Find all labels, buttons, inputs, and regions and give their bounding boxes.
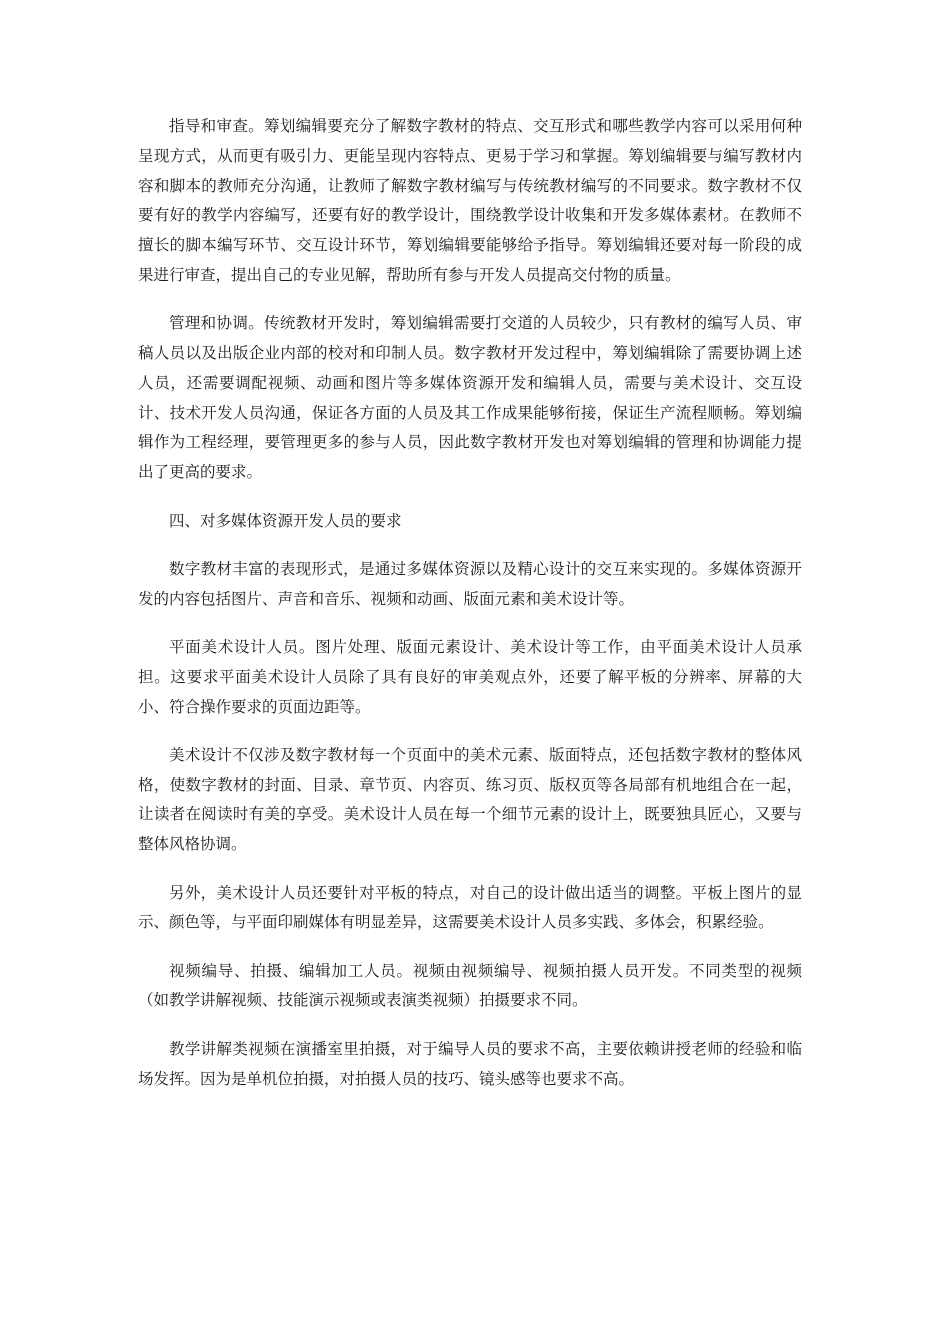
paragraph-art-design-scope: 美术设计不仅涉及数字教材每一个页面中的美术元素、版面特点，还包括数字教材的整体风格，使数字教材的封面、目录、章节页、内容页、练习页、版权页等各局部有机地组合在一起，让读者在阅读时有美的享受。美术设计人员在每一个细节元素的设计上，既要独具匠心，又要与整体风格协调。 — [138, 745, 802, 854]
paragraph-multimedia-intro: 数字教材丰富的表现形式，是通过多媒体资源以及精心设计的交互来实现的。多媒体资源开发的内容包括图片、声音和音乐、视频和动画、版面元素和美术设计等。 — [138, 559, 802, 608]
paragraph-guidance-review: 指导和审查。筹划编辑要充分了解数字教材的特点、交互形式和哪些教学内容可以采用何种呈现方式，从而更有吸引力、更能呈现内容特点、更易于学习和掌握。筹划编辑要与编写教材内容和脚本的教师充分沟通，让教师了解数字教材编写与传统教材编写的不同要求。数字教材不仅要有好的教学内容编写，还要有好的教学设计，围绕教学设计收集和开发多媒体素材。在教师不擅长的脚本编写环节、交互设计环节，筹划编辑要能够给予指导。筹划编辑还要对每一阶段的成果进行审查，提出自己的专业见解，帮助所有参与开发人员提高交付物的质量。 — [138, 117, 802, 284]
paragraph-graphic-designers: 平面美术设计人员。图片处理、版面元素设计、美术设计等工作，由平面美术设计人员承担。这要求平面美术设计人员除了具有良好的审美观点外，还要了解平板的分辨率、屏幕的大小、符合操作要求的页面边距等。 — [138, 637, 802, 716]
section-heading-multimedia-staff: 四、对多媒体资源开发人员的要求 — [169, 511, 402, 530]
paragraph-management-coordination: 管理和协调。传统教材开发时，筹划编辑需要打交道的人员较少，只有教材的编写人员、审稿人员以及出版企业内部的校对和印制人员。数字教材开发过程中，筹划编辑除了需要协调上述人员，还需要调配视频、动画和图片等多媒体资源开发和编辑人员，需要与美术设计、交互设计、技术开发人员沟通，保证各方面的人员及其工作成果能够衔接，保证生产流程顺畅。筹划编辑作为工程经理，要管理更多的参与人员，因此数字教材开发也对筹划编辑的管理和协调能力提出了更高的要求。 — [138, 314, 802, 482]
paragraph-tablet-adjustment: 另外，美术设计人员还要针对平板的特点，对自己的设计做出适当的调整。平板上图片的显示、颜色等，与平面印刷媒体有明显差异，这需要美术设计人员多实践、多体会，积累经验。 — [138, 883, 802, 932]
document-page — [138, 112, 802, 1113]
paragraph-video-staff: 视频编导、拍摄、编辑加工人员。视频由视频编导、视频拍摄人员开发。不同类型的视频（如教学讲解视频、技能演示视频或表演类视频）拍摄要求不同。 — [138, 961, 802, 1010]
paragraph-lecture-video: 教学讲解类视频在演播室里拍摄，对于编导人员的要求不高，主要依赖讲授老师的经验和临场发挥。因为是单机位拍摄，对拍摄人员的技巧、镜头感等也要求不高。 — [138, 1039, 802, 1088]
